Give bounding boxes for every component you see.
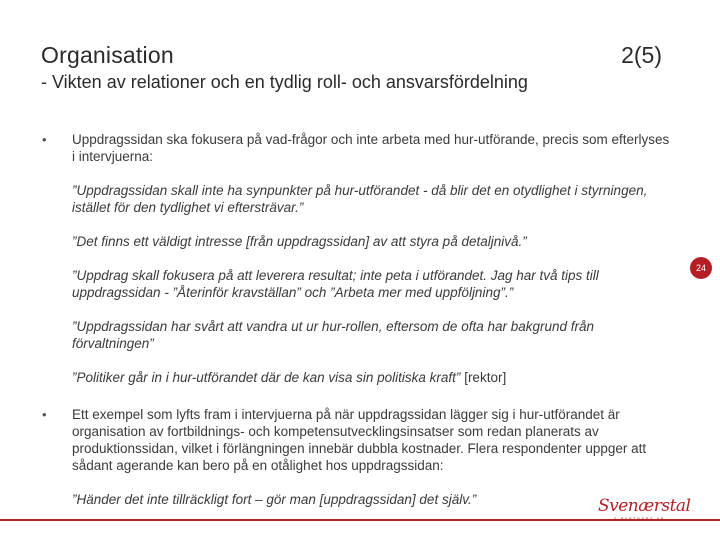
quote-text: ”Uppdragssidan har svårt att vandra ut ur hur-rollen, eftersom de ofta har bakgrund från förvaltningen” <box>72 319 595 351</box>
quote-text: ”Uppdrag skall fokusera på att leverera resultat; inte peta i utförandet. Jag har två tips till uppdragssidan - ”Återinför kravställan” och ”Arbeta mer med uppföljning”.” <box>72 268 599 300</box>
bullet-marker: • <box>42 407 47 422</box>
bullet-text: Ett exempel som lyfts fram i intervjuerna på när uppdragssidan lägger sig i hur-utförandet är organisation av fortbildnings- och kompetensutvecklingsinsatser som redan planerats av produktionssidan, vilket i förlängningen innebär dubbla kostnader. Flera respondenter uppger att sådant agerande kan bero på en otålighet hos uppdragssidan: <box>72 407 647 473</box>
quote <box>42 267 672 301</box>
bullet-item <box>42 406 672 474</box>
slide-title: Organisation <box>41 42 174 68</box>
slide-content <box>42 131 672 508</box>
quote-suffix: [rektor] <box>460 370 507 385</box>
quote <box>42 318 672 352</box>
bullet-item <box>42 131 672 165</box>
quote <box>42 233 672 250</box>
quote <box>42 491 672 508</box>
slide-subtitle: - Vikten av relationer och en tydlig roll- och ansvarsfördelning <box>41 72 528 92</box>
company-logo <box>592 496 691 526</box>
quote-text: ”Det finns ett väldigt intresse [från uppdragssidan] av att styra på detaljnivå.” <box>72 234 527 249</box>
quote-text: ”Uppdragssidan skall inte ha synpunkter på hur-utförandet - då blir det en otydlighet i styrningen, istället för den tydlighet vi eftersträvar.” <box>72 183 648 215</box>
quote <box>42 182 672 216</box>
quote-text: ”Händer det inte tillräckligt fort – gör man [uppdragssidan] det själv.” <box>72 492 477 507</box>
side-page-badge: 24 <box>690 257 712 279</box>
bullet-text: Uppdragssidan ska fokusera på vad-frågor och inte arbeta med hur-utförande, precis som efterlyses i intervjuerna: <box>72 132 670 164</box>
page-indicator: 2(5) <box>621 42 662 68</box>
quote-text: ”Politiker går in i hur-utförandet där de kan visa sin politiska kraft” <box>72 370 461 385</box>
quote <box>42 369 672 386</box>
logo-wordmark: Svenærstal <box>598 496 691 516</box>
footer-accent-bar <box>0 519 720 521</box>
bullet-marker: • <box>42 132 47 147</box>
